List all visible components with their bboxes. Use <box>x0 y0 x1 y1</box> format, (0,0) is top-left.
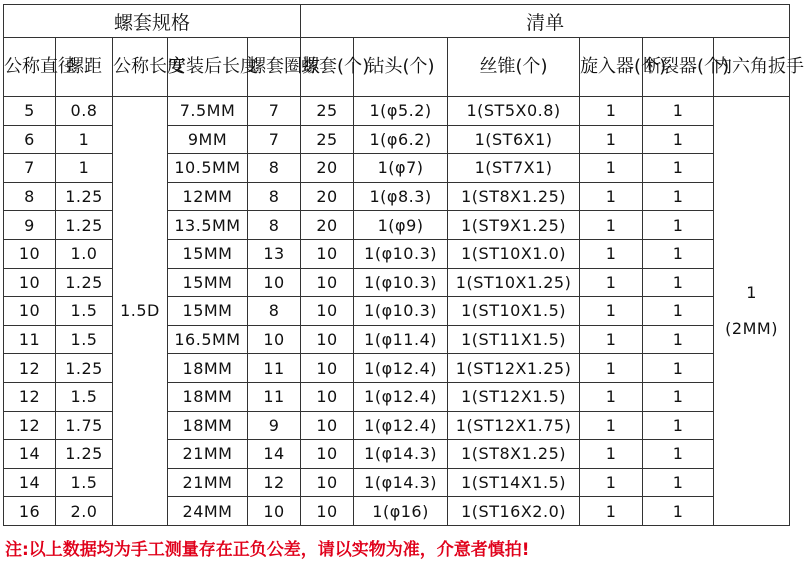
cell-installed-length: 15MM <box>168 268 248 297</box>
cell-pitch: 1.25 <box>56 182 113 211</box>
cell-drill-bit: 1(φ11.4) <box>354 325 448 354</box>
cell-coil-count: 13 <box>248 239 301 268</box>
cell-drill-bit: 1(φ10.3) <box>354 239 448 268</box>
cell-insert-qty: 10 <box>301 297 354 326</box>
cell-drill-bit: 1(φ7) <box>354 154 448 183</box>
col-header-nominal-diameter: 公称直径 <box>4 38 56 97</box>
cell-install-tool-qty: 1 <box>580 268 643 297</box>
cell-install-tool-qty: 1 <box>580 325 643 354</box>
cell-installed-length: 9MM <box>168 125 248 154</box>
cell-install-tool-qty: 1 <box>580 354 643 383</box>
cell-install-tool-qty: 1 <box>580 97 643 126</box>
col-header-tap: 丝锥(个) <box>448 38 580 97</box>
hex-wrench-qty: 1 <box>746 282 757 302</box>
cell-installed-length: 12MM <box>168 182 248 211</box>
cell-install-tool-qty: 1 <box>580 468 643 497</box>
cell-install-tool-qty: 1 <box>580 125 643 154</box>
cell-tang-breaker-qty: 1 <box>643 97 714 126</box>
spec-table <box>3 4 804 526</box>
cell-tap: 1(ST12X1.75) <box>448 411 580 440</box>
cell-nominal-diameter: 10 <box>4 297 56 326</box>
cell-insert-qty: 10 <box>301 354 354 383</box>
cell-insert-qty: 20 <box>301 211 354 240</box>
cell-nominal-length: 1.5D <box>113 97 168 526</box>
cell-insert-qty: 20 <box>301 154 354 183</box>
cell-tap: 1(ST12X1.25) <box>448 354 580 383</box>
cell-tang-breaker-qty: 1 <box>643 497 714 526</box>
cell-coil-count: 8 <box>248 182 301 211</box>
cell-installed-length: 10.5MM <box>168 154 248 183</box>
col-header-hex-wrench: 内六角扳手 <box>714 38 790 97</box>
cell-installed-length: 15MM <box>168 297 248 326</box>
cell-tap: 1(ST10X1.0) <box>448 239 580 268</box>
cell-coil-count: 8 <box>248 211 301 240</box>
cell-installed-length: 13.5MM <box>168 211 248 240</box>
cell-drill-bit: 1(φ8.3) <box>354 182 448 211</box>
cell-nominal-diameter: 10 <box>4 239 56 268</box>
cell-insert-qty: 25 <box>301 97 354 126</box>
cell-nominal-diameter: 11 <box>4 325 56 354</box>
cell-tang-breaker-qty: 1 <box>643 182 714 211</box>
cell-insert-qty: 25 <box>301 125 354 154</box>
cell-install-tool-qty: 1 <box>580 211 643 240</box>
cell-pitch: 0.8 <box>56 97 113 126</box>
cell-tang-breaker-qty: 1 <box>643 411 714 440</box>
cell-nominal-diameter: 16 <box>4 497 56 526</box>
cell-tang-breaker-qty: 1 <box>643 468 714 497</box>
table-row <box>4 97 790 126</box>
cell-tang-breaker-qty: 1 <box>643 211 714 240</box>
cell-install-tool-qty: 1 <box>580 182 643 211</box>
group-header-spec: 螺套规格 <box>4 5 301 38</box>
cell-coil-count: 7 <box>248 125 301 154</box>
cell-tap: 1(ST7X1) <box>448 154 580 183</box>
cell-installed-length: 7.5MM <box>168 97 248 126</box>
cell-installed-length: 15MM <box>168 239 248 268</box>
cell-installed-length: 21MM <box>168 468 248 497</box>
cell-tap: 1(ST8X1.25) <box>448 440 580 469</box>
cell-nominal-diameter: 12 <box>4 411 56 440</box>
disclaimer-note: 注:以上数据均为手工测量存在正负公差，请以实物为准，介意者慎拍! <box>5 540 530 560</box>
cell-tang-breaker-qty: 1 <box>643 354 714 383</box>
cell-pitch: 1.25 <box>56 268 113 297</box>
cell-coil-count: 11 <box>248 354 301 383</box>
cell-coil-count: 11 <box>248 382 301 411</box>
cell-nominal-diameter: 12 <box>4 354 56 383</box>
cell-insert-qty: 10 <box>301 239 354 268</box>
cell-tap: 1(ST6X1) <box>448 125 580 154</box>
cell-install-tool-qty: 1 <box>580 297 643 326</box>
cell-insert-qty: 10 <box>301 411 354 440</box>
cell-tang-breaker-qty: 1 <box>643 382 714 411</box>
cell-installed-length: 21MM <box>168 440 248 469</box>
cell-tang-breaker-qty: 1 <box>643 154 714 183</box>
cell-coil-count: 9 <box>248 411 301 440</box>
cell-insert-qty: 10 <box>301 268 354 297</box>
cell-tang-breaker-qty: 1 <box>643 440 714 469</box>
cell-pitch: 1.5 <box>56 297 113 326</box>
cell-tang-breaker-qty: 1 <box>643 297 714 326</box>
cell-coil-count: 10 <box>248 497 301 526</box>
col-header-drill-bit: 钻头(个) <box>354 38 448 97</box>
cell-tap: 1(ST8X1.25) <box>448 182 580 211</box>
col-header-coil-count: 螺套圈数 <box>248 38 301 97</box>
cell-tap: 1(ST16X2.0) <box>448 497 580 526</box>
cell-nominal-diameter: 8 <box>4 182 56 211</box>
cell-insert-qty: 10 <box>301 497 354 526</box>
cell-tap: 1(ST9X1.25) <box>448 211 580 240</box>
cell-install-tool-qty: 1 <box>580 497 643 526</box>
cell-installed-length: 18MM <box>168 354 248 383</box>
cell-drill-bit: 1(φ6.2) <box>354 125 448 154</box>
cell-tang-breaker-qty: 1 <box>643 325 714 354</box>
cell-tang-breaker-qty: 1 <box>643 268 714 297</box>
cell-nominal-diameter: 9 <box>4 211 56 240</box>
cell-coil-count: 10 <box>248 268 301 297</box>
cell-pitch: 1 <box>56 154 113 183</box>
cell-tap: 1(ST12X1.5) <box>448 382 580 411</box>
cell-drill-bit: 1(φ14.3) <box>354 440 448 469</box>
cell-pitch: 1.5 <box>56 382 113 411</box>
cell-pitch: 1.0 <box>56 239 113 268</box>
cell-installed-length: 24MM <box>168 497 248 526</box>
cell-tap: 1(ST10X1.25) <box>448 268 580 297</box>
cell-coil-count: 10 <box>248 325 301 354</box>
cell-nominal-diameter: 10 <box>4 268 56 297</box>
cell-drill-bit: 1(φ14.3) <box>354 468 448 497</box>
hex-wrench-size: (2MM) <box>725 318 778 338</box>
cell-installed-length: 16.5MM <box>168 325 248 354</box>
cell-coil-count: 8 <box>248 154 301 183</box>
cell-install-tool-qty: 1 <box>580 239 643 268</box>
cell-install-tool-qty: 1 <box>580 440 643 469</box>
col-header-nominal-length: 公称长度 <box>113 38 168 97</box>
col-header-install-tool: 旋入器(个) <box>580 38 643 97</box>
cell-pitch: 1.25 <box>56 354 113 383</box>
group-header-list: 清单 <box>301 5 790 38</box>
cell-drill-bit: 1(φ12.4) <box>354 354 448 383</box>
col-header-pitch: 螺距 <box>56 38 113 97</box>
cell-drill-bit: 1(φ10.3) <box>354 268 448 297</box>
cell-install-tool-qty: 1 <box>580 154 643 183</box>
cell-drill-bit: 1(φ9) <box>354 211 448 240</box>
col-header-tang-breaker: 断裂器(个) <box>643 38 714 97</box>
cell-drill-bit: 1(φ12.4) <box>354 411 448 440</box>
cell-drill-bit: 1(φ12.4) <box>354 382 448 411</box>
cell-pitch: 2.0 <box>56 497 113 526</box>
cell-installed-length: 18MM <box>168 382 248 411</box>
cell-nominal-diameter: 14 <box>4 468 56 497</box>
cell-tang-breaker-qty: 1 <box>643 125 714 154</box>
cell-insert-qty: 10 <box>301 382 354 411</box>
cell-drill-bit: 1(φ10.3) <box>354 297 448 326</box>
cell-insert-qty: 10 <box>301 325 354 354</box>
cell-tang-breaker-qty: 1 <box>643 239 714 268</box>
cell-install-tool-qty: 1 <box>580 382 643 411</box>
cell-pitch: 1.25 <box>56 211 113 240</box>
cell-tap: 1(ST11X1.5) <box>448 325 580 354</box>
col-header-insert-qty: 螺套(个) <box>301 38 354 97</box>
cell-pitch: 1.75 <box>56 411 113 440</box>
cell-nominal-diameter: 12 <box>4 382 56 411</box>
cell-insert-qty: 10 <box>301 468 354 497</box>
cell-tap: 1(ST14X1.5) <box>448 468 580 497</box>
cell-nominal-diameter: 5 <box>4 97 56 126</box>
cell-coil-count: 14 <box>248 440 301 469</box>
cell-coil-count: 12 <box>248 468 301 497</box>
cell-installed-length: 18MM <box>168 411 248 440</box>
cell-insert-qty: 20 <box>301 182 354 211</box>
cell-drill-bit: 1(φ16) <box>354 497 448 526</box>
cell-tap: 1(ST5X0.8) <box>448 97 580 126</box>
col-header-installed-length: 安装后长度 <box>168 38 248 97</box>
cell-install-tool-qty: 1 <box>580 411 643 440</box>
cell-pitch: 1.5 <box>56 325 113 354</box>
cell-coil-count: 7 <box>248 97 301 126</box>
cell-insert-qty: 10 <box>301 440 354 469</box>
cell-pitch: 1.25 <box>56 440 113 469</box>
cell-pitch: 1.5 <box>56 468 113 497</box>
cell-drill-bit: 1(φ5.2) <box>354 97 448 126</box>
cell-nominal-diameter: 14 <box>4 440 56 469</box>
cell-nominal-diameter: 6 <box>4 125 56 154</box>
cell-coil-count: 8 <box>248 297 301 326</box>
cell-nominal-diameter: 7 <box>4 154 56 183</box>
cell-tap: 1(ST10X1.5) <box>448 297 580 326</box>
cell-hex-wrench <box>714 97 790 526</box>
cell-pitch: 1 <box>56 125 113 154</box>
